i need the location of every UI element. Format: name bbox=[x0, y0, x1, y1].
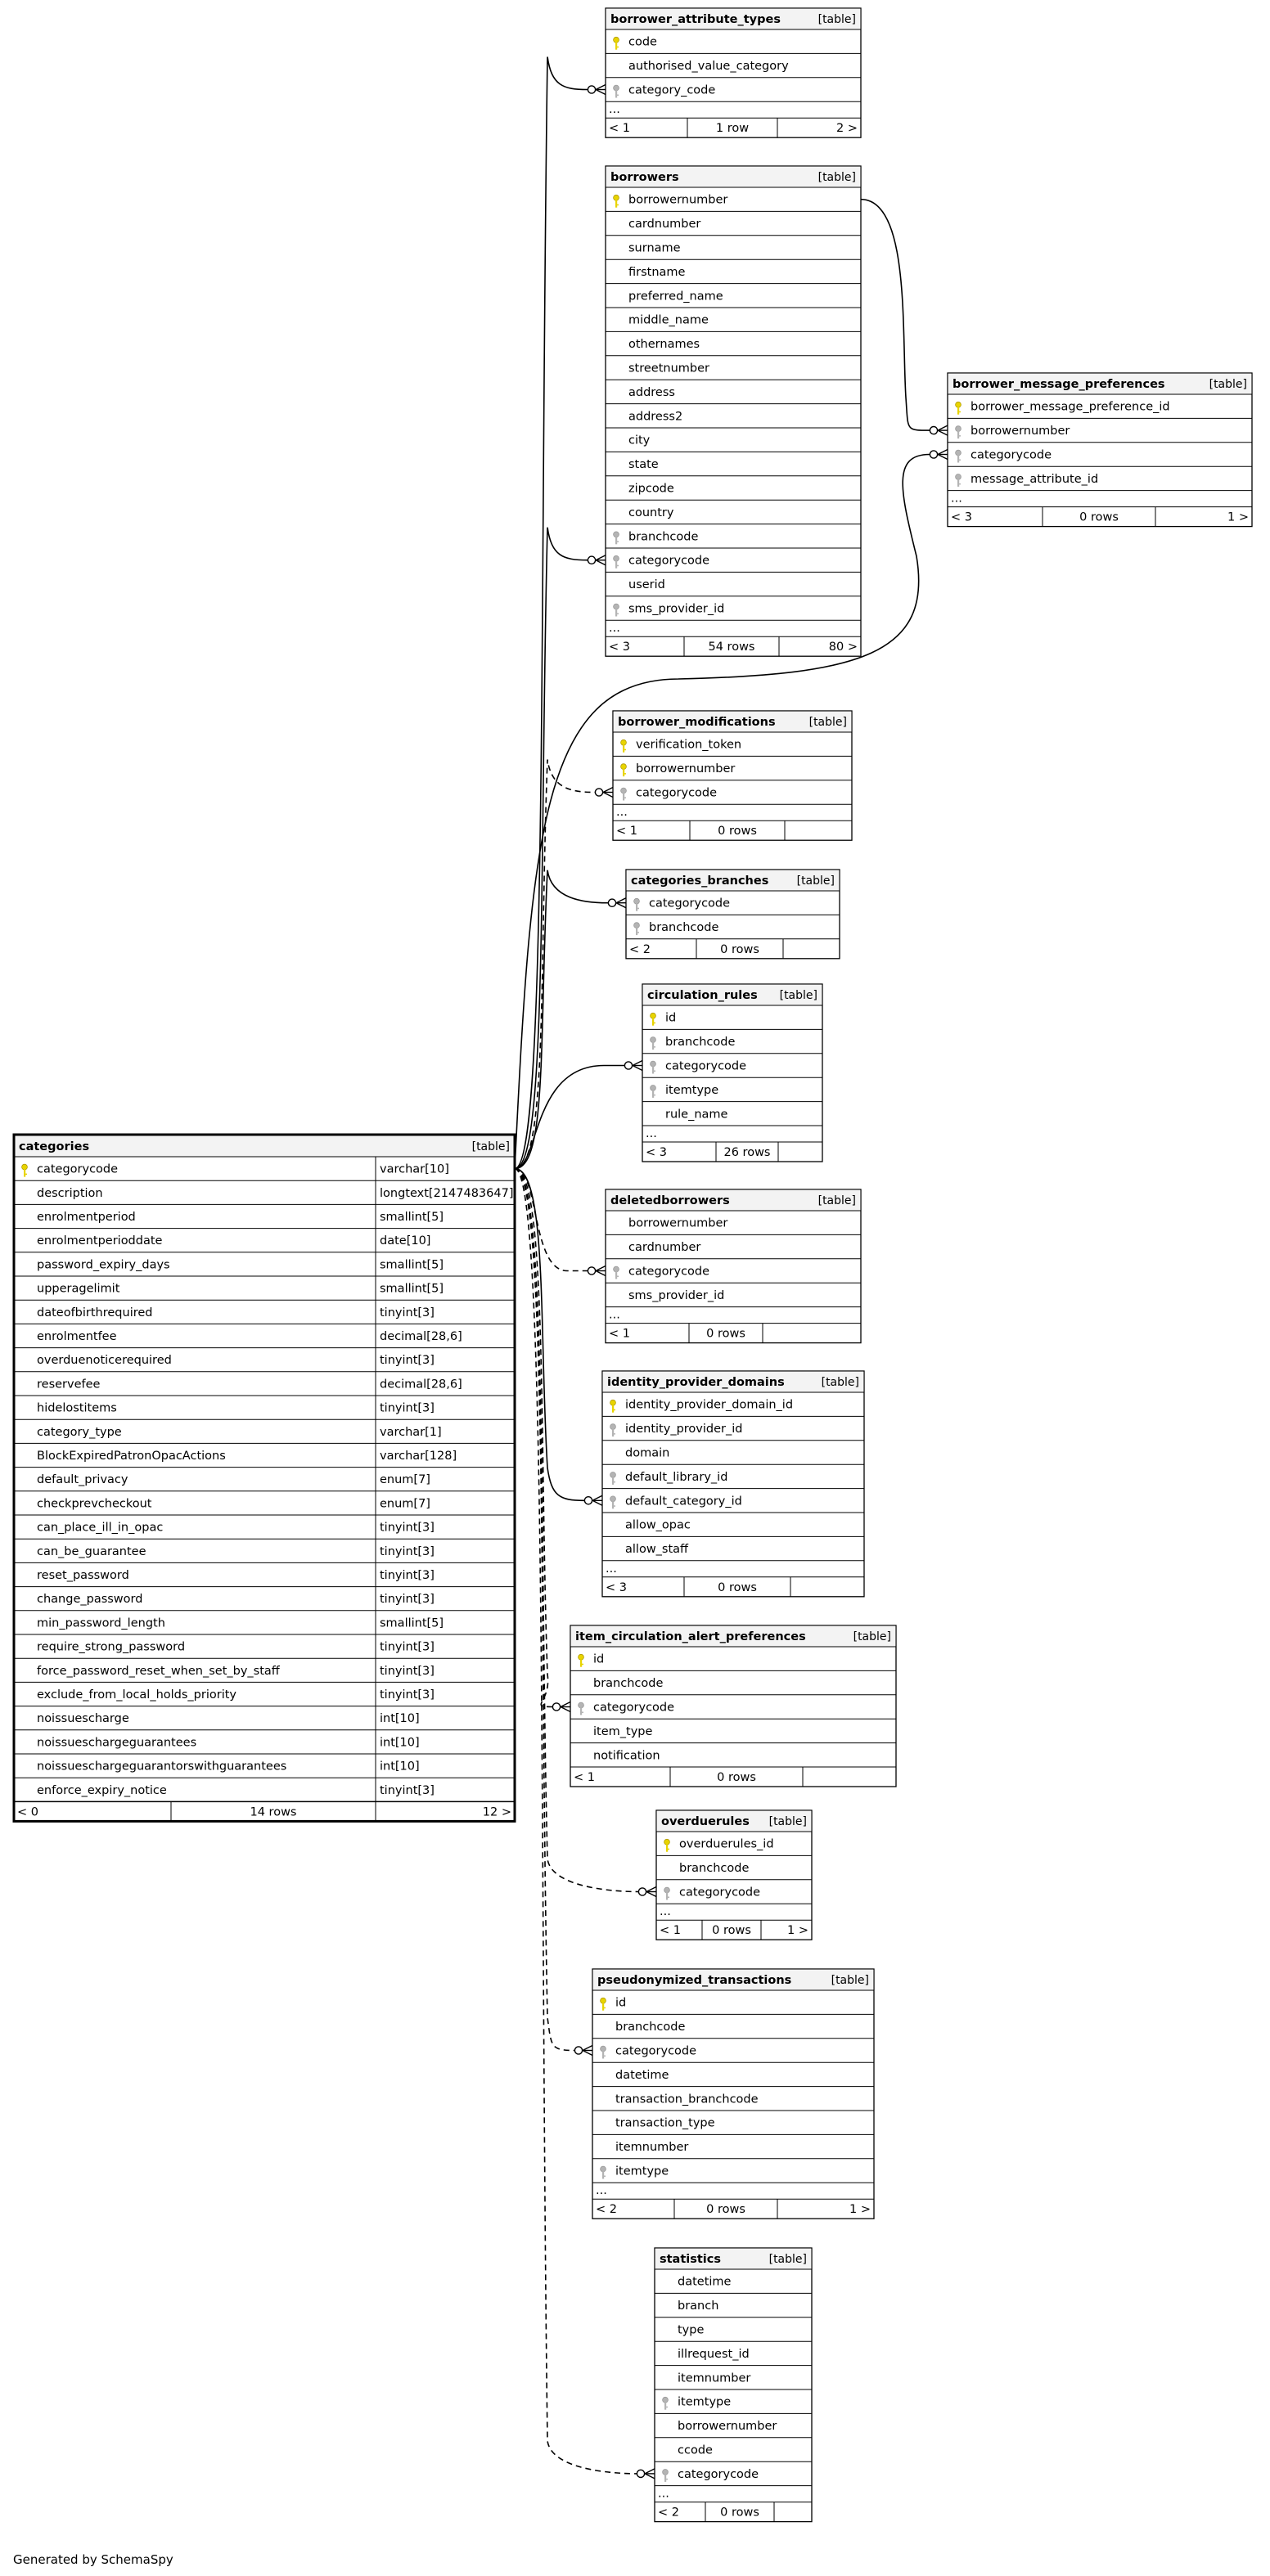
table-name: borrower_attribute_types bbox=[610, 13, 781, 26]
column-type: smallint[5] bbox=[380, 1282, 444, 1296]
column-name: illrequest_id bbox=[678, 2347, 750, 2361]
column-row[interactable] bbox=[678, 2420, 777, 2433]
crows-foot-marker bbox=[595, 788, 613, 798]
table-borrower_message_preferences[interactable] bbox=[948, 373, 1252, 527]
column-row[interactable] bbox=[956, 449, 1052, 463]
children-count: 1 > bbox=[849, 2203, 871, 2217]
table-categories_branches[interactable] bbox=[626, 870, 840, 959]
column-row[interactable] bbox=[593, 1725, 652, 1738]
column-name: sms_provider_id bbox=[628, 602, 725, 616]
column-name: transaction_branchcode bbox=[615, 2093, 759, 2106]
column-row[interactable] bbox=[621, 739, 741, 753]
column-name: categorycode bbox=[649, 897, 731, 910]
parents-count: < 3 bbox=[646, 1146, 667, 1159]
column-name: noissueschargeguarantorswithguarantees bbox=[37, 1760, 287, 1774]
column-name: borrower_message_preference_id bbox=[971, 400, 1170, 414]
column-name: enforce_expiry_notice bbox=[37, 1783, 167, 1797]
column-name: zipcode bbox=[628, 482, 674, 496]
column-name: rule_name bbox=[665, 1108, 728, 1122]
column-row[interactable] bbox=[628, 483, 674, 496]
column-name: checkprevcheckout bbox=[37, 1497, 152, 1511]
column-row[interactable] bbox=[621, 762, 736, 776]
column-row[interactable] bbox=[956, 401, 1170, 415]
column-name: default_library_id bbox=[625, 1470, 728, 1484]
column-row[interactable] bbox=[628, 338, 700, 351]
column-type: int[10] bbox=[380, 1736, 420, 1750]
column-name: require_strong_password bbox=[37, 1640, 186, 1654]
row-count: 0 rows bbox=[706, 1327, 745, 1341]
column-name: identity_provider_domain_id bbox=[625, 1398, 794, 1412]
column-name: category_type bbox=[37, 1425, 122, 1439]
table-pseudonymized_transactions[interactable] bbox=[592, 1969, 874, 2219]
column-type: varchar[1] bbox=[380, 1425, 442, 1439]
column-row[interactable] bbox=[628, 218, 700, 231]
column-type: date[10] bbox=[380, 1234, 431, 1248]
column-name: verification_token bbox=[636, 738, 742, 752]
column-name: code bbox=[628, 35, 657, 49]
column-name: itemnumber bbox=[615, 2141, 689, 2155]
column-row[interactable] bbox=[615, 2021, 685, 2034]
column-row[interactable] bbox=[628, 506, 674, 519]
column-name: authorised_value_category bbox=[628, 60, 789, 74]
column-row[interactable] bbox=[628, 242, 681, 255]
parents-count: < 1 bbox=[616, 825, 637, 838]
column-row[interactable] bbox=[678, 2371, 750, 2385]
column-name: country bbox=[628, 506, 674, 519]
column-row[interactable] bbox=[579, 1702, 675, 1715]
column-name: domain bbox=[625, 1446, 670, 1460]
parents-count: < 2 bbox=[658, 2506, 679, 2520]
column-row[interactable] bbox=[678, 2324, 704, 2337]
table-kind-label: [table] bbox=[817, 171, 856, 184]
column-name: categorycode bbox=[971, 448, 1052, 462]
table-statistics[interactable] bbox=[655, 2248, 812, 2522]
column-row[interactable] bbox=[628, 1289, 724, 1302]
row-count: 1 row bbox=[715, 122, 750, 136]
column-row[interactable] bbox=[651, 1060, 747, 1074]
row-count: 0 rows bbox=[720, 2506, 759, 2520]
tables-layer bbox=[14, 8, 1252, 2522]
column-row[interactable] bbox=[634, 897, 731, 911]
more-columns-ellipsis: ... bbox=[658, 2487, 669, 2501]
column-type: int[10] bbox=[380, 1760, 420, 1774]
column-row[interactable] bbox=[610, 1423, 743, 1436]
more-columns-ellipsis: ... bbox=[646, 1127, 657, 1140]
column-name: branch bbox=[678, 2300, 719, 2313]
column-name: borrowernumber bbox=[636, 762, 736, 776]
crows-foot-marker bbox=[588, 85, 606, 95]
column-type: longtext[2147483647] bbox=[380, 1186, 514, 1200]
table-name: statistics bbox=[660, 2253, 722, 2266]
column-type: enum[7] bbox=[380, 1497, 430, 1511]
column-name: min_password_length bbox=[37, 1616, 165, 1630]
column-row[interactable] bbox=[628, 1241, 700, 1254]
crows-foot-marker bbox=[638, 1887, 656, 1897]
column-row[interactable] bbox=[610, 1399, 793, 1413]
table-kind-label: [table] bbox=[796, 874, 835, 888]
column-name: reservefee bbox=[37, 1378, 101, 1391]
table-borrower_modifications[interactable] bbox=[613, 711, 852, 840]
column-name: branchcode bbox=[628, 530, 699, 544]
relationship-deletedborrowers-categorycode bbox=[515, 1169, 606, 1276]
column-name: preferred_name bbox=[628, 290, 723, 303]
more-columns-ellipsis: ... bbox=[616, 806, 628, 820]
row-count: 54 rows bbox=[708, 641, 755, 654]
column-type: decimal[28,6] bbox=[380, 1330, 462, 1343]
table-overduerules[interactable] bbox=[656, 1810, 812, 1940]
column-name: cardnumber bbox=[628, 1241, 701, 1255]
column-name: hidelostitems bbox=[37, 1401, 117, 1415]
parents-count: < 3 bbox=[606, 1580, 627, 1594]
table-name: categories_branches bbox=[631, 874, 769, 888]
column-row[interactable] bbox=[956, 473, 1099, 487]
parents-count: < 0 bbox=[17, 1805, 38, 1819]
column-name: overduerules_id bbox=[679, 1837, 774, 1851]
column-name: itemtype bbox=[615, 2165, 669, 2178]
column-row[interactable] bbox=[615, 2141, 688, 2154]
column-name: branchcode bbox=[593, 1677, 664, 1691]
column-name: city bbox=[628, 434, 651, 447]
table-kind-label: [table] bbox=[853, 1630, 891, 1643]
column-type: varchar[128] bbox=[380, 1450, 457, 1463]
column-name: firstname bbox=[628, 265, 686, 279]
column-row[interactable] bbox=[614, 603, 725, 617]
column-row[interactable] bbox=[678, 2300, 718, 2313]
table-name: item_circulation_alert_preferences bbox=[575, 1630, 806, 1643]
crows-foot-marker bbox=[930, 425, 948, 435]
column-name: categorycode bbox=[636, 786, 718, 800]
table-name: borrowers bbox=[610, 171, 679, 184]
table-name: borrower_modifications bbox=[618, 716, 776, 729]
column-name: datetime bbox=[615, 2068, 669, 2082]
column-row[interactable] bbox=[628, 458, 659, 471]
relationship-statistics-categorycode bbox=[515, 1169, 655, 2479]
column-name: id bbox=[593, 1652, 605, 1666]
table-circulation_rules[interactable] bbox=[642, 984, 822, 1162]
table-kind-label: [table] bbox=[768, 2253, 807, 2266]
column-type: tinyint[3] bbox=[380, 1640, 435, 1654]
table-name: pseudonymized_transactions bbox=[597, 1974, 792, 1987]
column-name: cardnumber bbox=[628, 218, 701, 232]
table-categories[interactable] bbox=[14, 1135, 515, 1821]
column-row[interactable] bbox=[610, 1495, 742, 1508]
parents-count: < 1 bbox=[609, 122, 630, 136]
column-row[interactable] bbox=[615, 2117, 715, 2130]
column-type: int[10] bbox=[380, 1712, 420, 1726]
column-row[interactable] bbox=[614, 555, 710, 569]
column-name: itemnumber bbox=[678, 2371, 751, 2385]
table-item_circulation_alert_preferences[interactable] bbox=[570, 1625, 896, 1787]
column-name: categorycode bbox=[679, 1886, 761, 1899]
row-count: 0 rows bbox=[718, 825, 757, 838]
row-count: 14 rows bbox=[250, 1805, 297, 1819]
table-kind-label: [table] bbox=[471, 1140, 510, 1153]
parents-count: < 2 bbox=[596, 2203, 617, 2217]
column-name: id bbox=[665, 1011, 677, 1025]
column-row[interactable] bbox=[679, 1862, 749, 1875]
row-count: 0 rows bbox=[706, 2203, 745, 2217]
column-row[interactable] bbox=[614, 194, 728, 208]
column-name: categorycode bbox=[593, 1701, 675, 1715]
column-name: categorycode bbox=[678, 2467, 759, 2481]
children-count: 12 > bbox=[482, 1805, 511, 1819]
column-type: tinyint[3] bbox=[380, 1688, 435, 1702]
column-name: itemtype bbox=[678, 2395, 732, 2409]
column-name: categorycode bbox=[615, 2044, 697, 2058]
table-identity_provider_domains[interactable] bbox=[602, 1371, 864, 1597]
column-name: change_password bbox=[37, 1593, 143, 1607]
column-name: password_expiry_days bbox=[37, 1258, 170, 1272]
column-row[interactable] bbox=[678, 2276, 732, 2289]
row-count: 26 rows bbox=[723, 1146, 771, 1159]
column-name: enrolmentfee bbox=[37, 1330, 117, 1343]
column-type: tinyint[3] bbox=[380, 1354, 435, 1368]
column-row[interactable] bbox=[628, 60, 789, 73]
column-name: borrowernumber bbox=[678, 2420, 777, 2434]
crows-foot-marker bbox=[930, 450, 948, 460]
column-type: tinyint[3] bbox=[380, 1569, 435, 1582]
column-name: categorycode bbox=[628, 1265, 710, 1279]
column-name: type bbox=[678, 2323, 705, 2337]
more-columns-ellipsis: ... bbox=[660, 1905, 671, 1919]
column-row[interactable] bbox=[678, 2348, 750, 2361]
column-name: noissuescharge bbox=[37, 1712, 129, 1726]
column-type: tinyint[3] bbox=[380, 1544, 435, 1558]
row-count: 0 rows bbox=[720, 942, 759, 956]
column-name: surname bbox=[628, 241, 681, 255]
table-borrowers[interactable] bbox=[606, 166, 861, 656]
column-row[interactable] bbox=[628, 386, 675, 399]
column-name: item_type bbox=[593, 1724, 653, 1738]
column-name: address bbox=[628, 385, 675, 399]
column-row[interactable] bbox=[625, 1543, 689, 1556]
parents-count: < 1 bbox=[609, 1327, 630, 1341]
crows-foot-marker bbox=[584, 1495, 602, 1505]
column-name: message_attribute_id bbox=[971, 472, 1099, 486]
column-row[interactable] bbox=[614, 1266, 710, 1279]
table-borrower_attribute_types[interactable] bbox=[606, 8, 861, 137]
column-name: transaction_type bbox=[615, 2116, 715, 2130]
column-name: streetnumber bbox=[628, 362, 710, 375]
column-name: description bbox=[37, 1186, 103, 1200]
crows-foot-marker bbox=[552, 1702, 570, 1712]
column-type: tinyint[3] bbox=[380, 1306, 435, 1319]
parents-count: < 3 bbox=[609, 641, 630, 654]
column-name: dateofbirthrequired bbox=[37, 1306, 153, 1319]
more-columns-ellipsis: ... bbox=[951, 492, 962, 506]
table-kind-label: [table] bbox=[817, 13, 856, 26]
column-name: enrolmentperiod bbox=[37, 1211, 136, 1224]
more-columns-ellipsis: ... bbox=[609, 622, 620, 636]
column-type: tinyint[3] bbox=[380, 1401, 435, 1415]
column-name: branchcode bbox=[615, 2021, 686, 2034]
column-row[interactable] bbox=[615, 2093, 759, 2106]
column-name: allow_staff bbox=[625, 1543, 689, 1557]
column-row[interactable] bbox=[628, 362, 709, 375]
column-name: branchcode bbox=[679, 1862, 750, 1876]
column-row[interactable] bbox=[615, 2069, 669, 2082]
table-kind-label: [table] bbox=[817, 1194, 856, 1207]
column-name: force_password_reset_when_set_by_staff bbox=[37, 1664, 280, 1678]
column-row[interactable] bbox=[628, 410, 682, 423]
crows-foot-marker bbox=[588, 555, 606, 565]
more-columns-ellipsis: ... bbox=[609, 1308, 620, 1322]
more-columns-ellipsis: ... bbox=[609, 103, 620, 117]
parents-count: < 1 bbox=[574, 1771, 595, 1784]
children-count: 1 > bbox=[787, 1924, 808, 1938]
column-row[interactable] bbox=[628, 578, 665, 591]
column-name: state bbox=[628, 458, 659, 472]
table-name: deletedborrowers bbox=[610, 1194, 730, 1207]
table-kind-label: [table] bbox=[779, 989, 817, 1002]
column-name: othernames bbox=[628, 338, 700, 352]
column-type: tinyint[3] bbox=[380, 1783, 435, 1797]
row-count: 0 rows bbox=[717, 1771, 756, 1784]
column-name: branchcode bbox=[649, 921, 719, 935]
column-name: borrowernumber bbox=[628, 193, 728, 207]
column-row[interactable] bbox=[625, 1447, 669, 1460]
column-name: overduenoticerequired bbox=[37, 1354, 172, 1368]
table-deletedborrowers[interactable] bbox=[606, 1189, 861, 1343]
column-row[interactable] bbox=[610, 1471, 728, 1485]
column-row[interactable] bbox=[593, 1677, 663, 1690]
table-kind-label: [table] bbox=[808, 716, 847, 729]
column-name: notification bbox=[593, 1749, 660, 1763]
column-name: default_privacy bbox=[37, 1473, 128, 1487]
column-row[interactable] bbox=[621, 787, 718, 801]
column-row[interactable] bbox=[664, 1838, 774, 1852]
column-row[interactable] bbox=[628, 434, 651, 447]
column-name: middle_name bbox=[628, 313, 709, 327]
column-row[interactable] bbox=[601, 2045, 697, 2059]
parents-count: < 2 bbox=[629, 942, 651, 956]
column-name: enrolmentperioddate bbox=[37, 1234, 163, 1248]
column-name: identity_provider_id bbox=[625, 1423, 743, 1436]
crows-foot-marker bbox=[574, 2046, 592, 2056]
table-name: borrower_message_preferences bbox=[952, 378, 1165, 391]
crows-foot-marker bbox=[637, 2469, 655, 2479]
column-name: categorycode bbox=[665, 1059, 747, 1073]
column-name: BlockExpiredPatronOpacActions bbox=[37, 1450, 226, 1463]
row-count: 0 rows bbox=[1079, 510, 1119, 524]
column-row[interactable] bbox=[628, 1217, 727, 1230]
table-kind-label: [table] bbox=[831, 1974, 869, 1987]
row-count: 0 rows bbox=[718, 1580, 757, 1594]
table-kind-label: [table] bbox=[1209, 378, 1247, 391]
column-row[interactable] bbox=[628, 290, 723, 303]
column-name: can_place_ill_in_opac bbox=[37, 1521, 164, 1535]
column-name: address2 bbox=[628, 410, 683, 424]
children-count: 2 > bbox=[836, 122, 858, 136]
more-columns-ellipsis: ... bbox=[596, 2184, 607, 2198]
column-row[interactable] bbox=[625, 1519, 691, 1532]
column-type: smallint[5] bbox=[380, 1616, 444, 1630]
column-name: can_be_guarantee bbox=[37, 1544, 146, 1558]
column-type: smallint[5] bbox=[380, 1258, 444, 1272]
column-name: category_code bbox=[628, 83, 716, 97]
parents-count: < 1 bbox=[660, 1924, 681, 1938]
column-row[interactable] bbox=[663, 2468, 759, 2482]
row-count: 0 rows bbox=[712, 1924, 751, 1938]
column-name: sms_provider_id bbox=[628, 1288, 725, 1302]
column-name: categorycode bbox=[37, 1162, 119, 1176]
column-row[interactable] bbox=[628, 266, 686, 279]
column-row[interactable] bbox=[665, 1108, 728, 1121]
column-name: datetime bbox=[678, 2275, 732, 2289]
column-row[interactable] bbox=[614, 84, 716, 98]
column-name: id bbox=[615, 1996, 627, 2010]
column-name: itemtype bbox=[665, 1083, 719, 1097]
table-name: overduerules bbox=[661, 1815, 750, 1828]
relationship-circulation_rules-categorycode bbox=[515, 1061, 642, 1169]
crows-foot-marker bbox=[624, 1061, 642, 1071]
column-name: borrowernumber bbox=[971, 425, 1070, 438]
table-kind-label: [table] bbox=[821, 1376, 859, 1389]
column-name: userid bbox=[628, 578, 665, 592]
children-count: 1 > bbox=[1227, 510, 1249, 524]
column-name: reset_password bbox=[37, 1569, 129, 1582]
column-name: ccode bbox=[678, 2443, 713, 2457]
column-type: smallint[5] bbox=[380, 1211, 444, 1224]
column-type: tinyint[3] bbox=[380, 1521, 435, 1535]
column-name: default_category_id bbox=[625, 1495, 742, 1508]
column-type: enum[7] bbox=[380, 1473, 430, 1487]
column-name: categorycode bbox=[628, 554, 710, 568]
table-name: identity_provider_domains bbox=[607, 1376, 785, 1389]
column-name: borrowernumber bbox=[628, 1216, 728, 1230]
crows-foot-marker bbox=[588, 1266, 606, 1276]
more-columns-ellipsis: ... bbox=[606, 1562, 617, 1576]
generated-by-footer: Generated by SchemaSpy bbox=[13, 2552, 173, 2567]
crows-foot-marker bbox=[608, 898, 626, 908]
table-name: circulation_rules bbox=[647, 989, 758, 1002]
relationship-borrower_message_preferences-borrowernumber bbox=[861, 200, 948, 435]
relationship-borrowers-categorycode bbox=[515, 528, 606, 1169]
column-type: decimal[28,6] bbox=[380, 1378, 462, 1391]
relationship-borrower_attribute_types-category_code bbox=[515, 57, 606, 1169]
column-type: tinyint[3] bbox=[380, 1664, 435, 1678]
column-row[interactable] bbox=[956, 425, 1070, 438]
children-count: 80 > bbox=[828, 641, 858, 654]
table-name: categories bbox=[19, 1140, 90, 1153]
column-type: tinyint[3] bbox=[380, 1593, 435, 1607]
column-type: varchar[10] bbox=[380, 1162, 449, 1176]
column-name: allow_opac bbox=[625, 1518, 691, 1532]
column-row[interactable] bbox=[678, 2444, 713, 2457]
column-row[interactable] bbox=[593, 1749, 660, 1762]
column-name: branchcode bbox=[665, 1036, 736, 1050]
column-name: exclude_from_local_holds_priority bbox=[37, 1688, 237, 1702]
column-row[interactable] bbox=[628, 314, 709, 327]
column-name: noissueschargeguarantees bbox=[37, 1736, 197, 1750]
relationship-pseudonymized_transactions-categorycode bbox=[515, 1169, 592, 2056]
column-name: upperagelimit bbox=[37, 1282, 120, 1296]
column-row[interactable] bbox=[664, 1886, 761, 1900]
table-kind-label: [table] bbox=[768, 1815, 807, 1828]
parents-count: < 3 bbox=[951, 510, 972, 524]
